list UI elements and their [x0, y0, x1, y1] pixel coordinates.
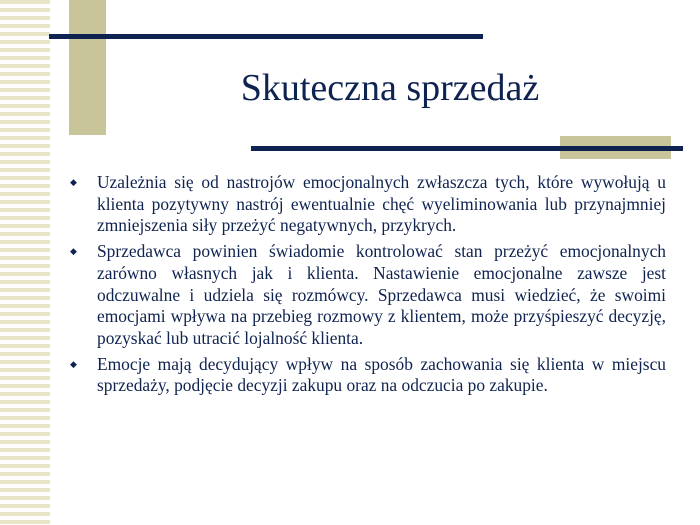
diamond-bullet-icon: ◆	[70, 246, 77, 257]
decorative-line-bottom	[251, 146, 683, 151]
bullet-list	[68, 172, 666, 401]
decorative-block-top-left	[69, 0, 106, 135]
bullet-text: Uzależnia się od nastrojów emocjonalnych zwłaszcza tych, które wywołują u klienta pozytywny nastrój ewentualnie chęć wyeliminowania lub przynajmniej zmniejszenia siły przeżyć negatywnych, przykrych.	[97, 172, 666, 236]
decorative-line-top	[49, 34, 483, 39]
decorative-stripes	[0, 0, 50, 525]
bullet-item	[68, 172, 666, 237]
slide-title: Skuteczna sprzedaż	[240, 67, 540, 109]
bullet-item	[68, 354, 666, 397]
bullet-text: Emocje mają decydujący wpływ na sposób zachowania się klienta w miejscu sprzedaży, podjęcie decyzji zakupu oraz na odczucia po zakupie.	[97, 353, 666, 396]
diamond-bullet-icon: ◆	[70, 177, 77, 187]
bullet-text: Sprzedawca powinien świadomie kontrolować stan przeżyć emocjonalnych zarówno własnych jak i klienta. Nastawienie emocjonalne zawsze jest odczuwalne i udziela się rozmówcy. Sprzedawca musi wiedzieć, że swoimi emocjami wpływa na przebieg rozmowy z klientem, może przyśpieszyć decyzję, pozyskać lub utracić lojalność klienta.	[97, 241, 666, 348]
bullet-item	[68, 241, 666, 350]
diamond-bullet-icon: ◆	[70, 358, 77, 369]
